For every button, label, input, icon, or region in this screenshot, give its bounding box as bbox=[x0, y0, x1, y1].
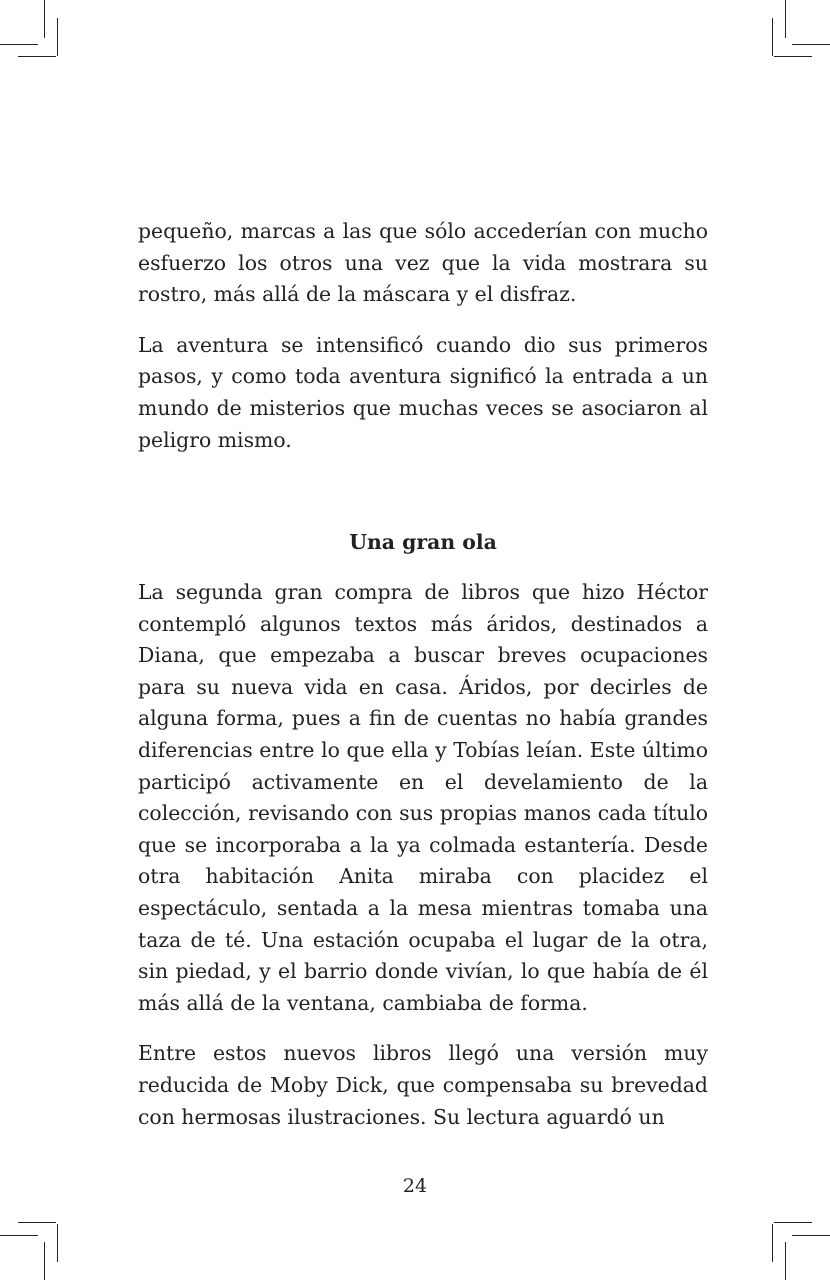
crop-mark bbox=[774, 1222, 812, 1223]
body-text-bottom bbox=[138, 577, 708, 1152]
crop-mark bbox=[57, 18, 58, 56]
crop-mark bbox=[772, 1224, 773, 1262]
crop-mark bbox=[792, 1235, 830, 1236]
paragraph: La segunda gran compra de libros que hizo Héctor contempló algunos textos más áridos, destinados a Diana, que empezaba a buscar breves ocupaciones para su nueva vida en casa. Áridos, por decirles de alguna forma, pues a fin de cuentas no había grandes diferencias entre lo que ella y Tobías leían. Este último participó activamente en el develamiento de la colección, revisando con sus propias manos cada título que se incorporaba a la ya colmada estantería. Desde otra habitación Anita miraba con placidez el espectáculo, sentada a la mesa mientras tomaba una taza de té. Una estación ocupaba el lugar de la otra, sin piedad, y el barrio donde vivían, lo que había de él más allá de la ventana, cambiaba de forma. bbox=[138, 580, 708, 1015]
crop-mark bbox=[785, 0, 786, 38]
crop-mark bbox=[18, 56, 56, 57]
crop-mark bbox=[785, 1242, 786, 1280]
crop-mark bbox=[774, 56, 812, 57]
crop-mark bbox=[772, 18, 773, 56]
paragraph: pequeño, marcas a las que sólo accederían con mucho esfuerzo los otros una vez que la vida mostrara su rostro, más allá de la máscara y el disfraz. bbox=[138, 219, 708, 307]
crop-mark bbox=[0, 1235, 38, 1236]
paragraph: Entre estos nuevos libros llegó una versión muy reducida de Moby Dick, que compensaba su brevedad con hermosas ilustraciones. Su lectura aguardó un bbox=[138, 1041, 708, 1129]
page-number: 24 bbox=[402, 1175, 428, 1197]
crop-mark bbox=[792, 44, 830, 45]
paragraph: La aventura se intensificó cuando dio sus primeros pasos, y como toda aventura significó la entrada a un mundo de misterios que muchas veces se asociaron al peligro mismo. bbox=[138, 332, 708, 452]
body-text-top bbox=[138, 216, 708, 475]
crop-mark bbox=[44, 0, 45, 38]
crop-mark bbox=[0, 44, 38, 45]
crop-mark bbox=[44, 1242, 45, 1280]
section-heading: Una gran ola bbox=[349, 530, 497, 554]
crop-mark bbox=[18, 1222, 56, 1223]
crop-mark bbox=[57, 1224, 58, 1262]
